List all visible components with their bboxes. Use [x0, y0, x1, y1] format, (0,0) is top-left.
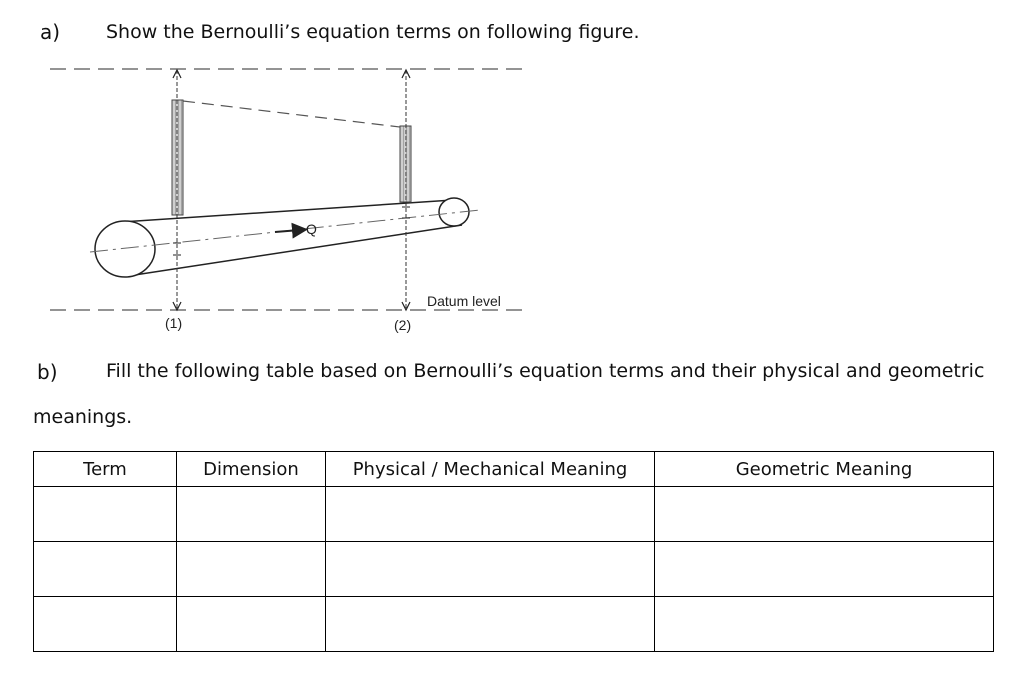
flow-arrow — [275, 230, 300, 232]
table-cell[interactable] — [177, 487, 326, 542]
hydraulic-grade-line — [183, 101, 408, 128]
table-cell[interactable] — [655, 597, 994, 652]
table-cell[interactable] — [655, 542, 994, 597]
header-physical-meaning: Physical / Mechanical Meaning — [326, 452, 655, 487]
table-cell[interactable] — [177, 597, 326, 652]
header-term: Term — [34, 452, 177, 487]
question-b-text: Fill the following table based on Bernoulli’s equation terms and their physical and geometric — [106, 360, 985, 382]
question-b-continuation: meanings. — [33, 406, 133, 428]
bernoulli-pipe-figure — [40, 60, 540, 340]
pipe-inlet-section — [95, 221, 155, 277]
question-a-text: Show the Bernoulli’s equation terms on following figure. — [106, 21, 640, 43]
table-cell[interactable] — [34, 487, 177, 542]
table-cell[interactable] — [34, 542, 177, 597]
table-cell[interactable] — [177, 542, 326, 597]
table-cell[interactable] — [326, 487, 655, 542]
table-cell[interactable] — [655, 487, 994, 542]
pipe-bottom-edge — [128, 225, 462, 276]
table-row — [34, 542, 994, 597]
table-header-row — [34, 452, 994, 487]
header-geometric-meaning: Geometric Meaning — [655, 452, 994, 487]
flow-label: Q — [306, 221, 317, 237]
question-a-label: a) — [40, 20, 61, 44]
table-row — [34, 487, 994, 542]
bernoulli-terms-table — [33, 451, 994, 652]
datum-level-label: Datum level — [427, 293, 501, 309]
table-cell[interactable] — [34, 597, 177, 652]
section-1-label: (1) — [165, 315, 183, 331]
table-cell[interactable] — [326, 597, 655, 652]
section-2-label: (2) — [394, 317, 412, 333]
header-dimension: Dimension — [177, 452, 326, 487]
question-b-label: b) — [37, 360, 58, 384]
table-cell[interactable] — [326, 542, 655, 597]
table-row — [34, 597, 994, 652]
